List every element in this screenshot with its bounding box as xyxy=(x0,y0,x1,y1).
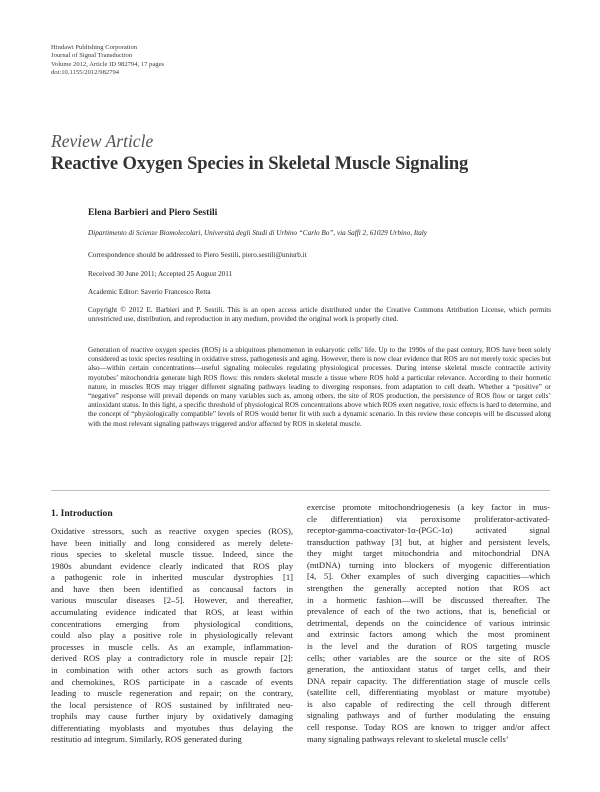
copyright-notice: Copyright © 2012 E. Barbieri and P. Sestili. This is an open access article distributed under the Creative Commons Attribution License, which permits unrestricted use, distribution, and reproduction in any medium, provided the original work is properly cited. xyxy=(88,306,551,324)
affiliation: Dipartimento di Scienze Biomolecolari, Università degli Studi di Urbino “Carlo Bo”, via Saffi 2, 61029 Urbino, Italy xyxy=(88,229,427,237)
body-text-line: rious species to skeletal muscle tissue. Indeed, since the xyxy=(51,549,293,560)
body-text-line: generation, the antioxidant status of target cells, and their xyxy=(307,664,550,675)
body-text-line: 1980s abundant evidence clearly indicated that ROS play xyxy=(51,560,293,571)
body-text-line: prevalence of each of the two actions, that is, beneficial or xyxy=(307,606,550,617)
body-text-line: derived ROS play a contradictory role in muscle repair [2]: xyxy=(51,653,293,664)
body-column-left xyxy=(51,526,293,746)
body-text-line: detrimental, depends on the coincidence of various intrinsic xyxy=(307,617,550,628)
body-text-line: in combination with other actors such as growth factors xyxy=(51,664,293,675)
journal-header xyxy=(51,44,164,78)
volume-info: Volume 2012, Article ID 982794, 17 pages xyxy=(51,60,165,68)
doi[interactable]: doi:10.1155/2012/982794 xyxy=(51,69,120,77)
body-text-line: differentiating myoblasts and myotubes thus delaying the xyxy=(51,722,293,733)
body-text-line: the local persistence of ROS sustained by infiltrated neu- xyxy=(51,699,293,710)
body-text-line: leading to muscle regeneration and repair; on the contrary, xyxy=(51,688,293,699)
body-text-line: is also capable of redirecting the cell through different xyxy=(307,698,550,709)
body-text-line: Oxidative stressors, such as reactive oxygen species (ROS), xyxy=(51,526,293,536)
body-text-line: and chemokines, ROS participate in a cascade of events xyxy=(51,676,293,687)
body-text-line: [4, 5]. Other examples of such diverging capacities—which xyxy=(307,571,550,582)
body-text-line: accumulating evidence indicated that ROS, at least within xyxy=(51,607,293,618)
body-text-line: various muscular diseases [2–5]. However, and thereafter, xyxy=(51,595,293,606)
received-dates: Received 30 June 2011; Accepted 25 August 2011 xyxy=(88,270,233,278)
body-text-line: cells; other variables are the source or the site of ROS xyxy=(307,652,550,663)
academic-editor: Academic Editor: Saverio Francesco Retta xyxy=(88,288,211,296)
article-type: Review Article xyxy=(51,131,154,151)
body-text-line: and extrinsic factors among which the most prominent xyxy=(307,629,550,640)
body-text-line: (mtDNA) turning into blockers of myogenic differentiation xyxy=(307,559,550,570)
section-divider xyxy=(51,490,550,491)
body-text-line: they might target mitochondria and mitochondrial DNA xyxy=(307,548,550,559)
body-text-line: could also play a positive role in physiologically relevant xyxy=(51,630,293,641)
body-column-right xyxy=(307,502,550,745)
body-text-line: and have then been identified as concausal factors in xyxy=(51,583,293,594)
body-text-line: exercise promote mitochondriogenesis (a key factor in mus- xyxy=(307,502,550,512)
correspondence: Correspondence should be addressed to Piero Sestili, piero.sestili@uniurb.it xyxy=(88,251,307,259)
section-heading: 1. Introduction xyxy=(51,508,113,519)
abstract: Generation of reactive oxygen species (ROS) is a ubiquitous phenomenon in eukaryotic cells’ life. Up to the 1990s of the past century, ROS have been solely considered as toxic species resulting in oxidative stress, pathogenesis and aging. However, there is now clear evidence that ROS are not merely toxic species but also—within certain concentrations—useful signaling molecules regulating physiological processes. During intense skeletal muscle contractile activity myotubes’ mitochondria generate high ROS flows: this renders skeletal muscle a tissue where ROS hold a particular relevance. According to their hormetic nature, in muscles ROS may trigger different signaling pathways leading to diverging responses, from adaptation to cell death. Whether a “positive” or “negative” response will prevail depends on many variables such as, among others, the site of ROS production, the persistence of ROS flow or target cells’ antioxidant status. In this light, a specific threshold of physiological ROS concentrations above which ROS exert negative, toxic effects is hard to determine, and the concept of “physiologically compatible” levels of ROS would better fit with such a dynamic scenario. In this review these concepts will be discussed along with the most relevant signaling pathways triggered and/or affected by ROS in skeletal muscle. xyxy=(88,346,551,428)
journal-name: Journal of Signal Transduction xyxy=(51,52,133,60)
body-text-line: restitutio ad integrum. Similarly, ROS generated during xyxy=(51,734,242,745)
article-title: Reactive Oxygen Species in Skeletal Muscle Signaling xyxy=(51,154,469,174)
body-text-line: a pathogenic role in inherited muscular dystrophies [1] xyxy=(51,572,293,583)
body-text-line: cell response. Today ROS are known to trigger and/or affect xyxy=(307,721,550,732)
body-text-line: many signaling pathways relevant to skeletal muscle cells’ xyxy=(307,733,509,744)
body-text-line: cle differentiation) via peroxisome proliferator-activated- xyxy=(307,513,550,524)
body-text-line: processes in muscle cells. As an example, inflammation- xyxy=(51,641,293,652)
body-text-line: receptor-gamma-coactivator-1α-(PGC-1α) activated signal xyxy=(307,525,550,536)
body-text-line: in a hormetic fashion—will be discussed thereafter. The xyxy=(307,594,550,605)
body-text-line: have been initially and long considered as merely delete- xyxy=(51,537,293,548)
body-text-line: (satellite cell, differentiating myoblast or mature myotube) xyxy=(307,687,550,698)
publisher-name: Hindawi Publishing Corporation xyxy=(51,44,138,51)
body-text-line: transduction pathway [3] but, at higher and persistent levels, xyxy=(307,536,550,547)
body-text-line: concentrations emerging from physiological conditions, xyxy=(51,618,293,629)
body-text-line: signaling pathways and of further modulating the ensuing xyxy=(307,710,550,721)
body-text-line: is the level and the duration of ROS targeting muscle xyxy=(307,640,550,651)
body-text-line: DNA repair capacity. The differentiation stage of muscle cells xyxy=(307,675,550,686)
authors: Elena Barbieri and Piero Sestili xyxy=(88,207,218,218)
body-text-line: trophils may cause further injury by oxidatively damaging xyxy=(51,711,293,722)
body-text-line: strengthen the generally accepted notion that ROS act xyxy=(307,583,550,594)
